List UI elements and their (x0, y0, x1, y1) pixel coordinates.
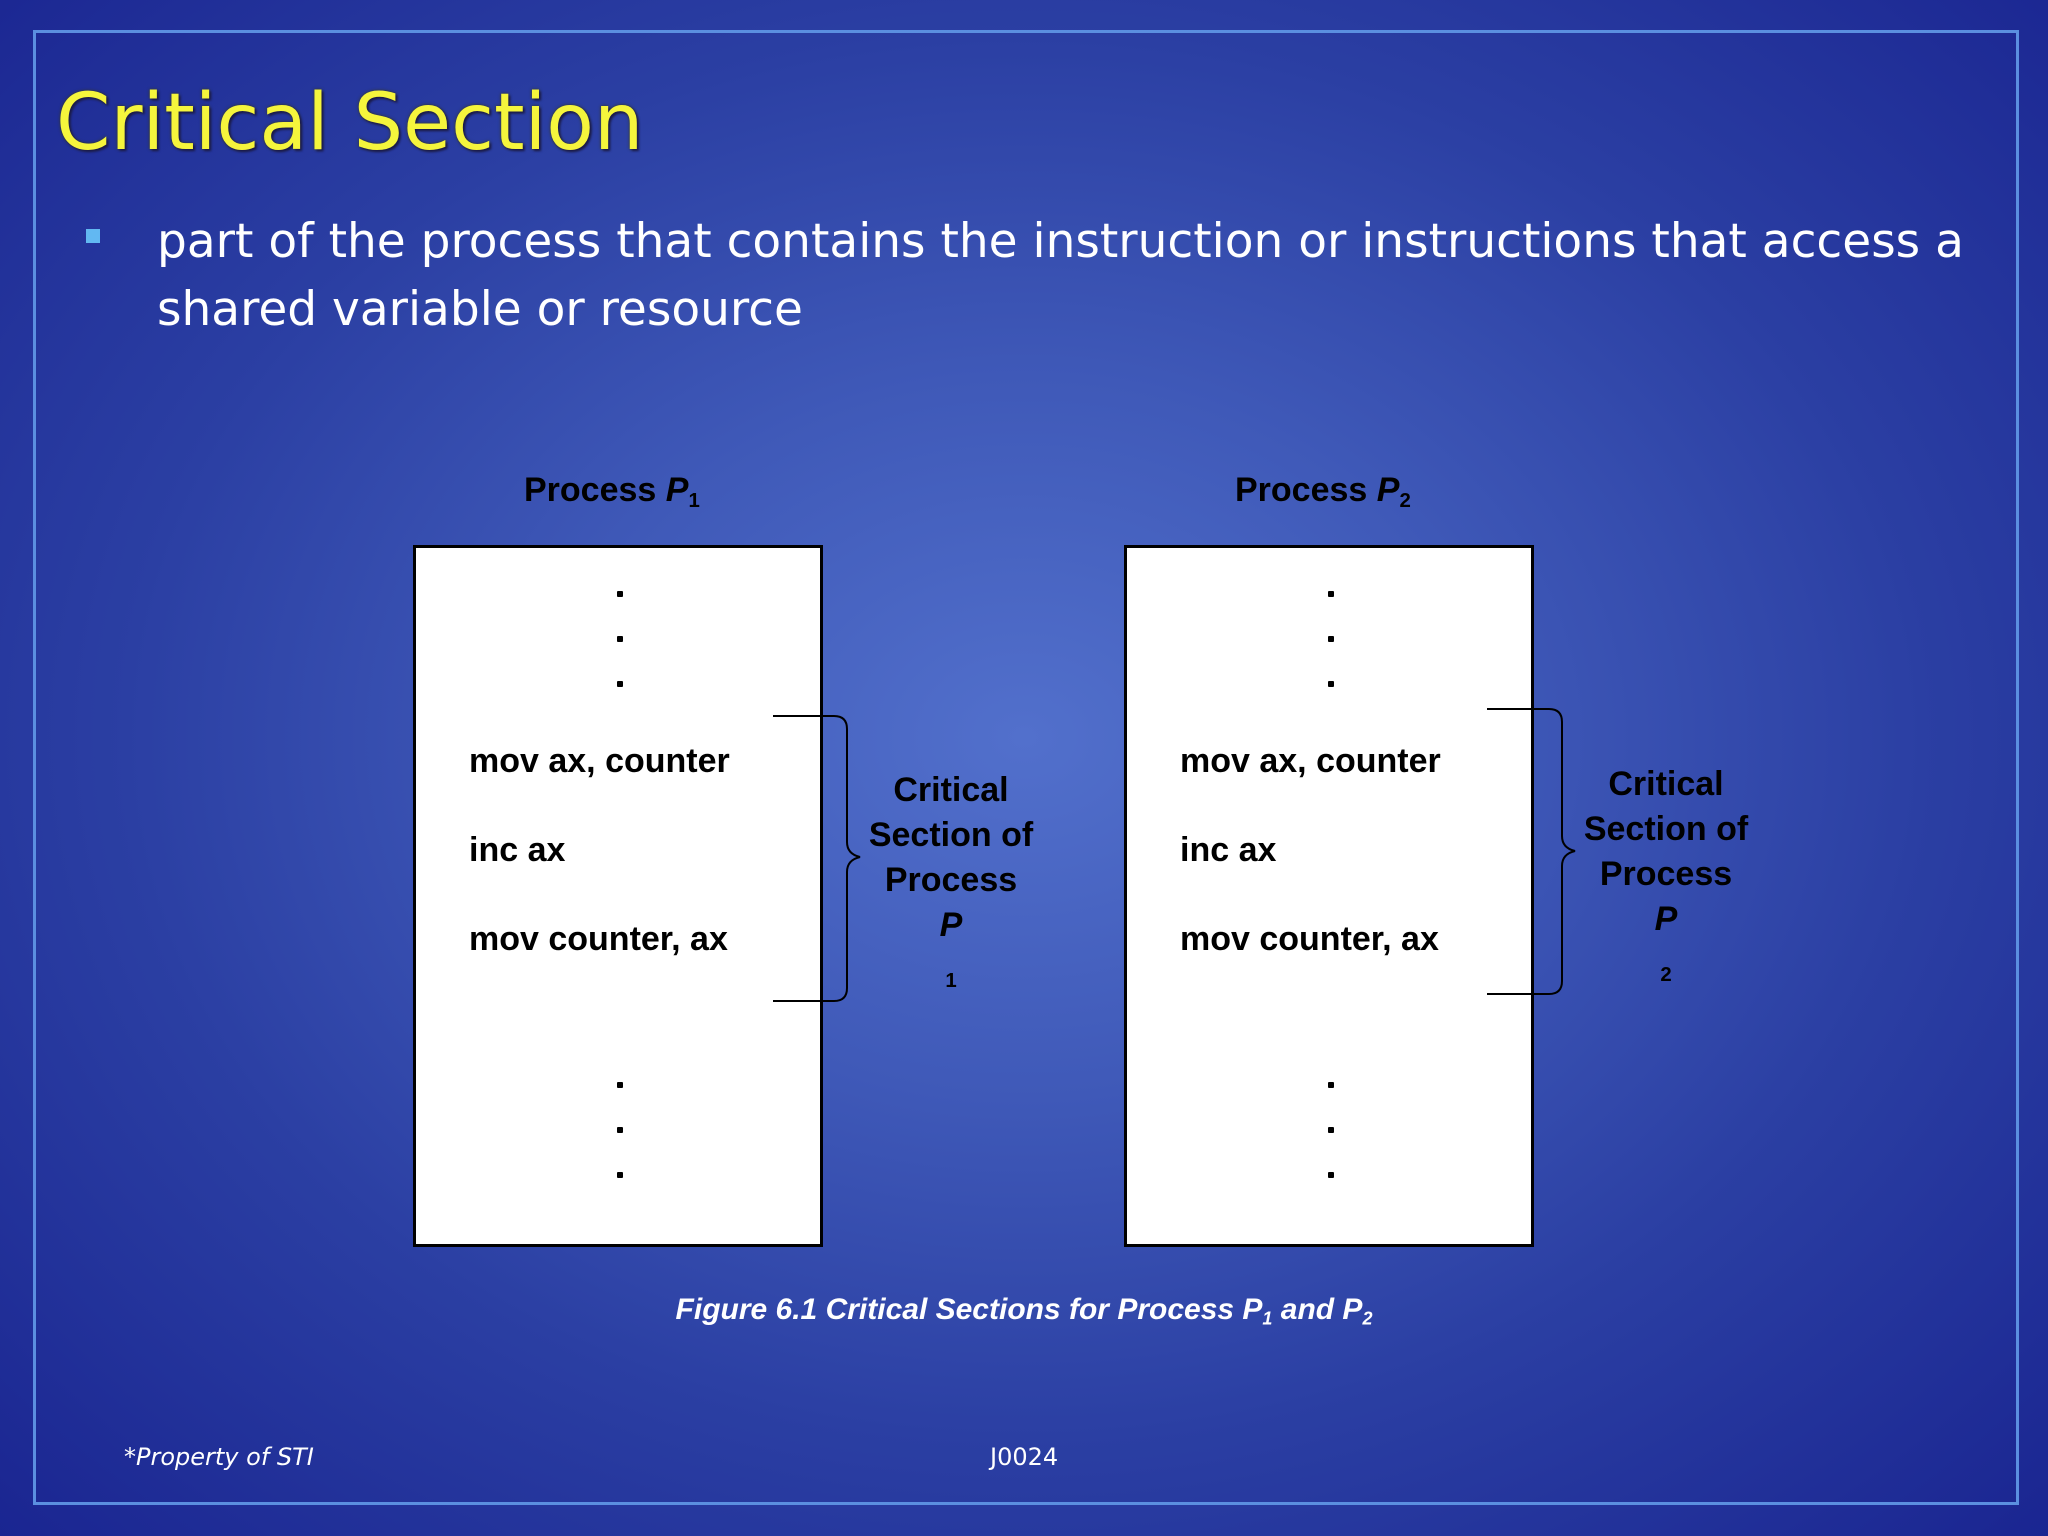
cs1-sub: 1 (945, 970, 957, 993)
bullet-line-1: part of the process that contains the instruction or instructions that access a (157, 214, 1964, 269)
code-line-2: inc ax (1180, 831, 1277, 869)
caption-prefix: Figure 6.1 Critical Sections for Process P (675, 1293, 1263, 1326)
cs2-line-2: Section of (1583, 810, 1749, 848)
code-line-1: mov ax, counter (1180, 742, 1441, 780)
slide-title: Critical Section (56, 78, 644, 168)
footer-property-note: *Property of STI (124, 1443, 314, 1471)
code-line-1: mov ax, counter (469, 742, 730, 780)
cs2-line-3: Process (1599, 855, 1733, 893)
code-line-3: mov counter, ax (1180, 920, 1439, 958)
cs2-var: P (1654, 900, 1678, 938)
process-1-var: P (665, 471, 689, 509)
caption-middle: and P (1272, 1293, 1363, 1326)
cs2-sub: 2 (1660, 964, 1672, 987)
process-2-var: P (1376, 471, 1400, 509)
cs1-line-3: Process (884, 861, 1018, 899)
caption-sub-1: 1 (1262, 1308, 1273, 1329)
cs1-line-2: Section of (868, 816, 1034, 854)
cs2-line-1: Critical (1608, 765, 1724, 803)
process-1-sub: 1 (688, 490, 700, 513)
code-line-2: inc ax (469, 831, 566, 869)
process-2-title-text: Process (1235, 471, 1377, 509)
code-line-3: mov counter, ax (469, 920, 728, 958)
process-1-title-text: Process (524, 471, 666, 509)
figure-caption (0, 1293, 2048, 1327)
process-2-sub: 2 (1399, 490, 1411, 513)
cs1-var: P (939, 906, 963, 944)
cs1-line-1: Critical (893, 771, 1009, 809)
footer-slide-code: J0024 (990, 1443, 1059, 1471)
critical-section-brace-1 (773, 716, 860, 1001)
bullet-line-2: shared variable or resource (157, 282, 803, 337)
caption-sub-2: 2 (1362, 1308, 1373, 1329)
critical-section-brace-2 (1487, 709, 1575, 994)
